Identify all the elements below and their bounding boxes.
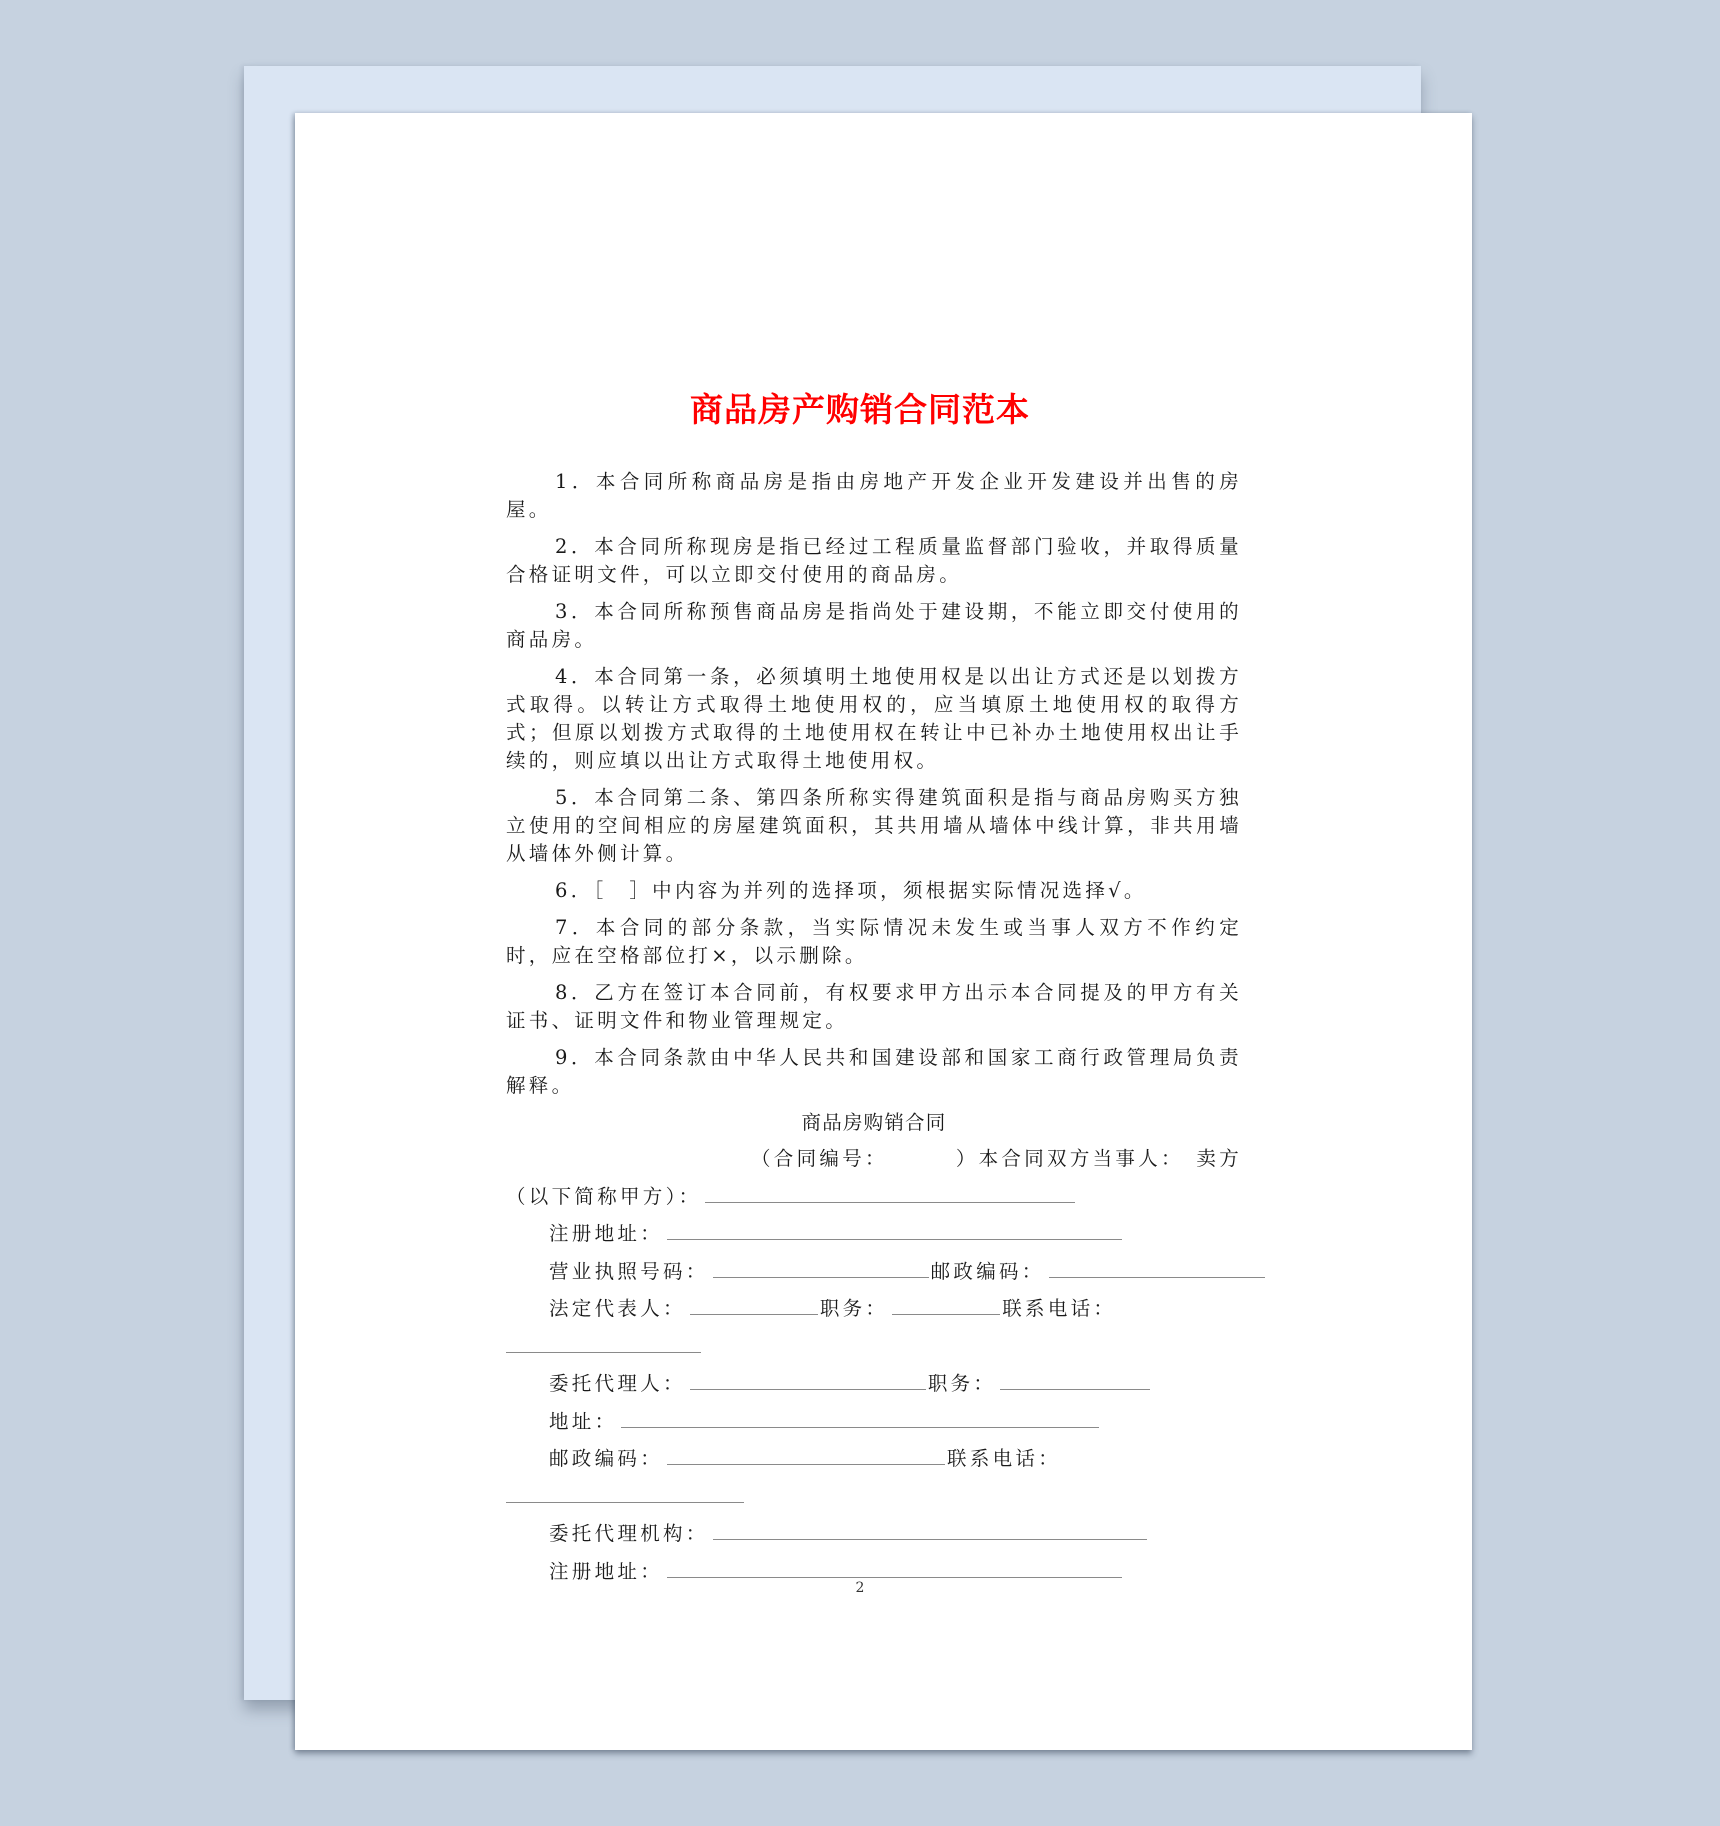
note-4: 4．本合同第一条，必须填明土地使用权是以出让方式还是以划拨方式取得。以转让方式取得土地使用权的，应当填原土地使用权的取得方式；但原以划拨方式取得的土地使用权在转让中已补办土地使用权出让手续的，则应填以出让方式取得土地使用权。 <box>506 665 1242 772</box>
legal-rep-phone-label: 联系电话： <box>1002 1297 1117 1320</box>
page-number: 2 <box>855 1580 865 1596</box>
agent-phone-label: 联系电话： <box>947 1447 1062 1470</box>
note-9: 9．本合同条款由中华人民共和国建设部和国家工商行政管理局负责解释。 <box>506 1046 1242 1097</box>
agent-postal-line <box>506 1445 1242 1473</box>
agency-field[interactable] <box>713 1521 1147 1540</box>
postal-code-label: 邮政编码： <box>930 1259 1045 1283</box>
legal-rep-phone-field[interactable] <box>506 1334 701 1353</box>
agent-label: 委托代理人： <box>549 1372 686 1395</box>
note-2: 2．本合同所称现房是指已经过工程质量监督部门验收，并取得质量合格证明文件，可以立即交付使用的商品房。 <box>506 535 1242 586</box>
agent-line <box>506 1370 1242 1398</box>
legal-rep-position-label: 职务： <box>819 1297 889 1320</box>
agent-position-label: 职务： <box>927 1372 997 1395</box>
legal-rep-label: 法定代表人： <box>549 1297 686 1320</box>
registered-address-field[interactable] <box>667 1221 1122 1240</box>
legal-rep-field[interactable] <box>690 1296 818 1315</box>
legal-rep-position-field[interactable] <box>892 1296 1000 1315</box>
seller-label: 卖方 <box>1196 1147 1242 1170</box>
business-license-field[interactable] <box>713 1259 929 1278</box>
contract-subtitle: 商品房购销合同 <box>801 1111 947 1134</box>
legal-rep-line <box>506 1295 1242 1323</box>
business-license-label: 营业执照号码： <box>549 1259 709 1283</box>
registered-address-line <box>506 1220 1242 1248</box>
document-body <box>506 468 1242 1595</box>
contract-number-label: （合同编号： <box>751 1147 888 1170</box>
party-a-line <box>506 1183 1242 1211</box>
note-3: 3．本合同所称预售商品房是指尚处于建设期，不能立即交付使用的商品房。 <box>506 600 1242 651</box>
legal-rep-phone-line <box>506 1333 1242 1361</box>
registered-address-label: 注册地址： <box>549 1222 664 1245</box>
note-1: 1．本合同所称商品房是指由房地产开发企业开发建设并出售的房屋。 <box>506 470 1242 521</box>
document-title: 商品房产购销合同范本 <box>690 390 1030 429</box>
agent-address-line <box>506 1408 1242 1436</box>
note-7: 7．本合同的部分条款，当实际情况未发生或当事人双方不作约定时，应在空格部位打×，以示删除。 <box>506 916 1242 967</box>
contract-number-line <box>506 1145 1242 1173</box>
agent-phone-field[interactable] <box>506 1484 744 1503</box>
agent-address-field[interactable] <box>621 1409 1099 1428</box>
note-5: 5．本合同第二条、第四条所称实得建筑面积是指与商品房购买方独立使用的空间相应的房屋建筑面积，其共用墙从墙体中线计算，非共用墙从墙体外侧计算。 <box>506 786 1242 865</box>
agent-address-label: 地址： <box>549 1409 618 1433</box>
agent-field[interactable] <box>690 1371 926 1390</box>
parties-label: ）本合同双方当事人： <box>955 1147 1184 1170</box>
party-a-field[interactable] <box>705 1184 1075 1203</box>
agent-postal-label: 邮政编码： <box>549 1447 664 1470</box>
agent-position-field[interactable] <box>1000 1371 1150 1390</box>
agency-line <box>506 1520 1242 1548</box>
agency-address-field[interactable] <box>667 1559 1122 1578</box>
agent-phone-line <box>506 1483 1242 1511</box>
party-a-label: （以下简称甲方）： <box>506 1184 702 1208</box>
note-6: 6．［ ］中内容为并列的选择项，须根据实际情况选择√。 <box>555 879 1147 902</box>
agency-address-label: 注册地址： <box>549 1559 664 1583</box>
note-8: 8．乙方在签订本合同前，有权要求甲方出示本合同提及的甲方有关证书、证明文件和物业管理规定。 <box>506 981 1242 1032</box>
license-line <box>506 1258 1242 1286</box>
agency-label: 委托代理机构： <box>549 1522 709 1545</box>
postal-code-field[interactable] <box>1049 1259 1265 1278</box>
agent-postal-field[interactable] <box>667 1446 945 1465</box>
